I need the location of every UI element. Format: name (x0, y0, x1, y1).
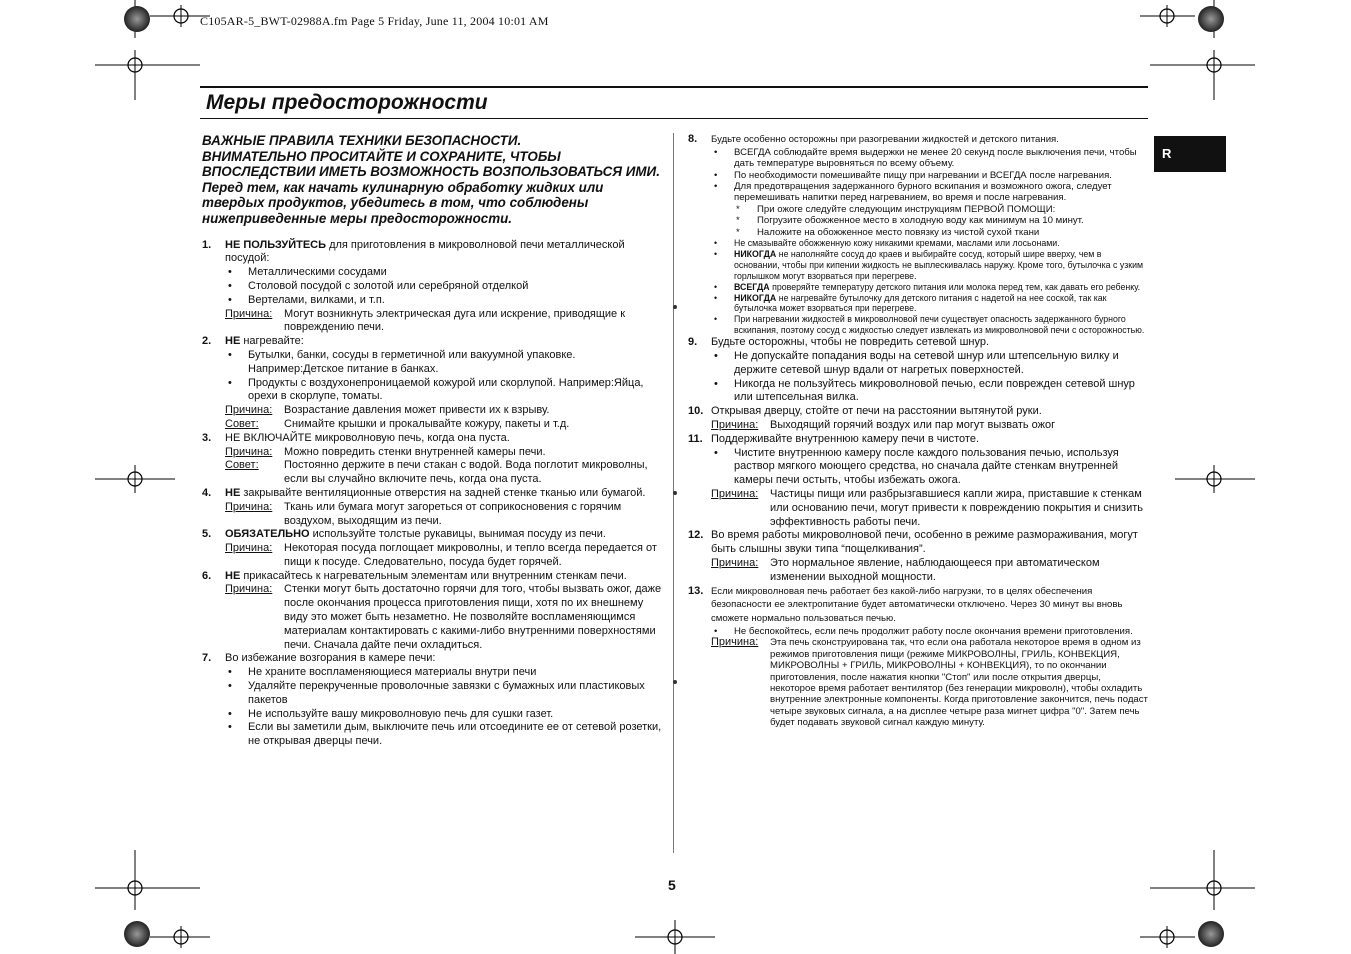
intro-line-3: Перед тем, как начать кулинарную обработку жидких или твердых продуктов, убедитесь в том, что соблюдены нижеприведенные меры предосторожности. (202, 179, 604, 226)
bullet: • Столовой посудой с золотой или серебряной отделкой (225, 280, 664, 294)
bullet: • Вертелами, вилками, и т.п. (225, 294, 664, 308)
rule-number: 6. (202, 569, 212, 582)
file-slug: C105AR-5_BWT-02988A.fm Page 5 Friday, June 11, 2004 10:01 AM (200, 14, 549, 28)
bullet: • Металлическими сосудами (225, 266, 664, 280)
first-aid-step: * Наложите на обожженное место повязку из чистой сухой ткани (734, 227, 1148, 238)
rule-text: Будьте особенно осторожны при разогревании жидкостей и детского питания. (711, 134, 1059, 145)
bullet: • Не допускайте попадания воды на сетевой шнур или штепсельную вилку и держите сетевой шнур вдали от нагретых поверхностей. (711, 350, 1148, 378)
intro-line-1: ВАЖНЫЕ ПРАВИЛА ТЕХНИКИ БЕЗОПАСНОСТИ. (202, 133, 522, 148)
rule-number: 13. (688, 584, 704, 597)
bullet: • Для предотвращения задержанного бурного вскипания и возможного ожога, следует перемешивать напитки перед нагреванием, во время и после нагревания. (711, 181, 1148, 204)
bullet-lead: НИКОГДА (734, 248, 777, 259)
reason-text: Это нормальное явление, наблюдающееся при автоматическом изменении выходной мощности. (770, 556, 1100, 583)
bullet: • Бутылки, банки, сосуды в герметичной или вакуумной упаковке. Например:Детское питание в банках. (225, 349, 664, 377)
bullet: • Продукты с воздухонепроницаемой кожурой или скорлупой. Например:Яйца, орехи в скорлупе, томаты. (225, 377, 664, 405)
bullet: • Удаляйте перекрученные проволочные завязки с бумажных или пластиковых пакетов (225, 680, 664, 708)
rule-number: 2. (202, 335, 212, 348)
reason-text: Стенки могут быть достаточно горячи для того, чтобы вызвать ожог, даже после окончания процесса приготовления пищи, хотя по их внешнему виду это может быть незаметно. Не позволяйте воспламеняющимся материалам контактировать с какими-либо внутренними поверхностями печи. Сначала дайте печи охладиться. (284, 583, 662, 651)
bullet: • При нагревании жидкостей в микроволновой печи существует опасность задержанного бурного вскипания, поэтому сосуд с жидкостью следует извлекать из микроволновой печи с осторожностью. (711, 314, 1148, 336)
reason-label: Причина: (711, 418, 759, 431)
bullet-text: проверяйте температуру детского питания или молока перед тем, как давать его ребенку. (769, 281, 1141, 292)
rule-text: нагревайте: (240, 335, 304, 348)
reason-text: Выходящий горячий воздух или пар могут вызвать ожог (770, 418, 1056, 431)
page-number: 5 (668, 877, 676, 893)
reason-label: Причина: (711, 487, 759, 500)
reason-label: Причина: (225, 583, 273, 596)
reason-label: Причина: (225, 404, 273, 417)
advice-text: Снимайте крышки и прокалывайте кожуру, пакеты и т.д. (284, 417, 570, 430)
reason-text: Некоторая посуда поглощает микроволны, и тепло всегда передается от пищи к посуде. Следовательно, посуда будет горячей. (284, 542, 657, 568)
rule-text: для приготовления в микроволновой печи металлической посудой: (225, 238, 625, 265)
first-aid-step: * Погрузите обожженное место в холодную воду как минимум на 10 минут. (734, 215, 1148, 226)
rule-number: 9. (688, 336, 698, 349)
rule-number: 1. (202, 238, 212, 251)
rule-number: 8. (688, 133, 698, 145)
reason-text: Могут возникнуть электрическая дуга или искрение, приводящие к повреждению печи. (284, 307, 626, 334)
rule-number: 11. (688, 432, 703, 445)
rule-lead: НЕ (225, 335, 241, 348)
bullet: • Чистите внутреннюю камеру после каждого пользования печью, используя раствор мягкого моющего средства, но сначала дайте стенкам внутренней камеры печи остыть, чтобы избежать ожога. (711, 447, 1148, 488)
rule-text: прикасайтесь к нагревательным элементам или внутренним стенкам печи. (240, 569, 627, 582)
rule-number: 3. (202, 431, 212, 444)
rule-text: Будьте осторожны, чтобы не повредить сетевой шнур. (711, 336, 990, 349)
rule-lead: НЕ (225, 486, 241, 499)
bullet: • ВСЕГДА соблюдайте время выдержки не менее 20 секунд после выключения печи, чтобы дать температуре выровняться по всему объему. (711, 147, 1148, 170)
rule-text: Во время работы микроволновой печи, особенно в режиме размораживания, могут быть слышны звуки типа “пощелкивания”. (711, 529, 1138, 556)
rule-text: НЕ ВКЛЮЧАЙТЕ микроволновую печь, когда она пуста. (225, 431, 510, 444)
rule-text: Открывая дверцу, стойте от печи на расстоянии вытянутой руки. (711, 405, 1042, 418)
advice-text: Постоянно держите в печи стакан с водой. Вода поглотит микроволны, если вы случайно включите печь, когда она пуста. (284, 459, 648, 486)
page-title: Меры предосторожности (206, 91, 488, 114)
advice-label: Совет: (225, 417, 259, 430)
rule-text: закрывайте вентиляционные отверстия на задней стенке тканью или бумагой. (240, 486, 646, 499)
rule-number: 4. (202, 486, 212, 499)
advice-label: Совет: (225, 459, 259, 472)
reason-text: Возрастание давления может привести их к взрыву. (284, 404, 550, 417)
bullet: • По необходимости помешивайте пищу при нагревании и ВСЕГДА после нагревания. (711, 170, 1148, 181)
bullet-lead: НИКОГДА (734, 292, 777, 303)
reason-label: Причина: (225, 542, 273, 555)
first-aid-step: * При ожоге следуйте следующим инструкциям ПЕРВОЙ ПОМОЩИ: (734, 204, 1148, 215)
rule-number: 5. (202, 528, 212, 541)
reason-text: Можно повредить стенки внутренней камеры печи. (284, 445, 546, 458)
reason-label: Причина: (711, 556, 759, 569)
bullet-text: не наполняйте сосуд до краев и выбирайте сосуд, который шире вверху, чем в основании, чтобы при кипении жидкость не выплескивалась наружу. Кроме того, бутылочка с узким горлышком могут взорваться при перегреве. (734, 248, 1144, 281)
reason-text: Частицы пищи или разбрызгавшиеся капли жира, приставшие к стенкам или основанию печи, могут привести к повреждению покрытия и снизить эффективность работы печи. (770, 487, 1144, 528)
rule-lead: НЕ ПОЛЬЗУЙТЕСЬ (225, 238, 327, 251)
bullet: • Никогда не пользуйтесь микроволновой печью, если поврежден сетевой шнур или штепсельная вилка. (711, 378, 1148, 406)
rule-number: 12. (688, 529, 704, 542)
reason-text: Ткань или бумага могут загореться от соприкосновения с горячим воздухом, выходящим из печи. (284, 500, 622, 527)
reason-label: Причина: (225, 307, 273, 320)
rule-text: Во избежание возгорания в камере печи: (225, 652, 436, 665)
rule-text: Поддерживайте внутреннюю камеру печи в чистоте. (711, 432, 980, 445)
rule-lead: ОБЯЗАТЕЛЬНО (225, 528, 310, 541)
rule-number: 10. (688, 405, 704, 418)
intro-line-2: ВНИМАТЕЛЬНО ПРОСИТАЙТЕ И СОХРАНИТЕ, ЧТОБЫ ВПОСЛЕДСТВИИ ИМЕТЬ ВОЗМОЖНОСТЬ ВОЗПОЛЬЗОВАТЬСЯ ИМИ. (202, 148, 660, 180)
reason-label: Причина: (225, 445, 273, 458)
bullet-lead: ВСЕГДА (734, 281, 770, 292)
bullet: • Не используйте вашу микроволновую печь для сушки газет. (225, 708, 664, 722)
bullet: • Не храните воспламеняющиеся материалы внутри печи (225, 666, 664, 680)
reason-label: Причина: (225, 500, 273, 513)
rule-text: Если микроволновая печь работает без какой-либо нагрузки, то в целях обеспечения безопасности ее электропитание будет автоматически отключено. Через 30 минут вы вновь сможете нормально пользоваться печью. (711, 585, 1123, 625)
bullet-text: не нагревайте бутылочку для детского питания с надетой на нее соской, так как бутылочка может взорваться при перегреве. (734, 292, 1107, 314)
bullet: • Если вы заметили дым, выключите печь или отсоедините ее от сетевой розетки, не открывая дверцы печи. (225, 721, 664, 749)
bullet: • Не смазывайте обожженную кожу никакими кремами, маслами или лосьонами. (711, 238, 1148, 249)
reason-text: Эта печь сконструирована так, что если она работала некоторое время в одном из режимов приготовления пищи (режиме МИКРОВОЛНЫ, ГРИЛЬ, КОНВЕКЦИЯ, МИКРОВОЛНЫ + ГРИЛЬ, МИКРОВОЛНЫ + КОНВЕКЦИЯ), то по окончании приготовления, после нажатия кнопки "Стоп" или после открытия дверцы, некоторое время работает вентилятор (без генерации микроволн), чтобы охладить внутренние электронные компоненты. Когда приготовление закончится, печь подаст четыре звуковых сигнала, а на дисплее четыре раза мигнет цифра "0". Затем печь будет подавать звуковой сигнал каждую минуту. (770, 637, 1148, 729)
language-tab-label: R (1162, 146, 1172, 161)
reason-label: Причина: (711, 636, 759, 649)
rule-lead: НЕ (225, 569, 241, 582)
bullet: • Не беспокойтесь, если печь продолжит работу после окончания времени приготовления. (711, 626, 1148, 637)
rule-text: используйте толстые рукавицы, вынимая посуду из печи. (309, 528, 606, 541)
rule-number: 7. (202, 652, 212, 665)
